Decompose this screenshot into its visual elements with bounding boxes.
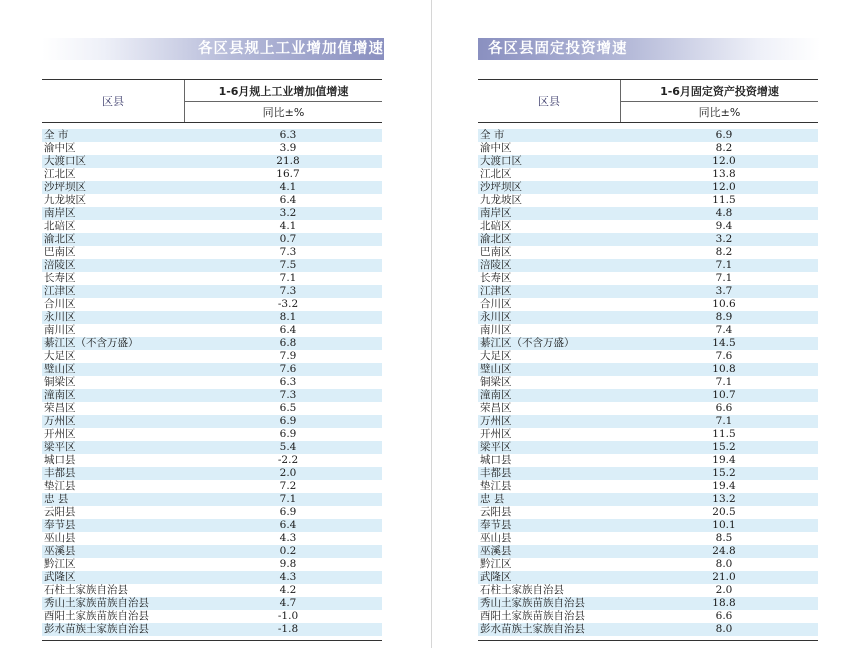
table-row: [42, 454, 382, 467]
region-name: 巫溪县: [480, 545, 512, 557]
region-name: 石柱土家族自治县: [44, 584, 128, 596]
region-name: 潼南区: [480, 389, 512, 401]
region-name: 大足区: [480, 350, 512, 362]
table-row: [42, 571, 382, 584]
region-name: 九龙坡区: [480, 194, 522, 206]
region-name: 秀山土家族苗族自治县: [480, 597, 585, 609]
growth-value: 8.5: [715, 532, 733, 544]
region-name: 江津区: [480, 285, 512, 297]
table-row: [478, 259, 818, 272]
header-region: 区县: [478, 80, 621, 122]
region-name: 巴南区: [44, 246, 76, 258]
region-name: 武隆区: [44, 571, 76, 583]
growth-value: 3.9: [279, 142, 297, 154]
table-row: [42, 298, 382, 311]
growth-value: 6.6: [715, 402, 733, 414]
growth-value: 3.7: [715, 285, 733, 297]
table-row: [478, 506, 818, 519]
region-name: 江津区: [44, 285, 76, 297]
table-row: [478, 584, 818, 597]
growth-value: 12.0: [712, 181, 736, 193]
growth-value: 19.4: [712, 454, 736, 466]
growth-value: 16.7: [276, 168, 300, 180]
region-name: 丰都县: [480, 467, 512, 479]
table-row: [42, 415, 382, 428]
growth-value: 6.9: [279, 506, 297, 518]
growth-value: 2.0: [715, 584, 733, 596]
region-name: 垫江县: [480, 480, 512, 492]
growth-value: 4.3: [279, 532, 297, 544]
growth-value: 6.9: [279, 428, 297, 440]
region-name: 大足区: [44, 350, 76, 362]
growth-value: 13.8: [712, 168, 736, 180]
region-name: 綦江区（不含万盛）: [480, 337, 575, 349]
growth-value: 7.1: [715, 272, 733, 284]
region-name: 綦江区（不含万盛）: [44, 337, 139, 349]
region-name: 潼南区: [44, 389, 76, 401]
region-name: 石柱土家族自治县: [480, 584, 564, 596]
growth-value: 7.1: [715, 415, 733, 427]
table-body: [478, 129, 818, 636]
table-row: [42, 259, 382, 272]
growth-value: 8.9: [715, 311, 733, 323]
region-name: 荣昌区: [480, 402, 512, 414]
table-row: [478, 467, 818, 480]
table-row: [478, 493, 818, 506]
region-name: 沙坪坝区: [44, 181, 86, 193]
table-row: [478, 142, 818, 155]
region-name: 涪陵区: [480, 259, 512, 271]
region-name: 酉阳土家族苗族自治县: [44, 610, 149, 622]
region-name: 长寿区: [480, 272, 512, 284]
growth-value: 8.2: [715, 246, 733, 258]
table-row: [42, 480, 382, 493]
region-name: 南岸区: [44, 207, 76, 219]
table-row: [478, 454, 818, 467]
region-name: 巴南区: [480, 246, 512, 258]
table-row: [478, 545, 818, 558]
region-name: 彭水苗族土家族自治县: [480, 623, 585, 635]
table-row: [42, 272, 382, 285]
region-name: 铜梁区: [480, 376, 512, 388]
region-name: 万州区: [44, 415, 76, 427]
region-name: 梁平区: [480, 441, 512, 453]
growth-value: 4.1: [279, 181, 297, 193]
growth-value: 11.5: [712, 428, 736, 440]
growth-value: 7.6: [279, 363, 297, 375]
table-row: [42, 545, 382, 558]
growth-value: 4.7: [279, 597, 297, 609]
table-row: [42, 233, 382, 246]
growth-value: 19.4: [712, 480, 736, 492]
region-name: 铜梁区: [44, 376, 76, 388]
table-row: [478, 363, 818, 376]
growth-value: 7.4: [715, 324, 733, 336]
region-name: 渝中区: [480, 142, 512, 154]
table-row: [478, 428, 818, 441]
region-name: 永川区: [44, 311, 76, 323]
region-name: 南川区: [44, 324, 76, 336]
region-name: 开州区: [44, 428, 76, 440]
panel-title-banner: [478, 38, 820, 60]
panel-title: 各区县固定投资增速: [488, 41, 628, 57]
growth-value: 7.9: [279, 350, 297, 362]
growth-value: 13.2: [712, 493, 736, 505]
table-row: [42, 597, 382, 610]
growth-value: 6.3: [279, 376, 297, 388]
growth-value: 2.0: [279, 467, 297, 479]
growth-value: -3.2: [277, 298, 299, 310]
region-name: 奉节县: [44, 519, 76, 531]
growth-value: 0.2: [279, 545, 297, 557]
region-name: 荣昌区: [44, 402, 76, 414]
table-row: [42, 532, 382, 545]
header-region: 区县: [42, 80, 185, 122]
region-name: 璧山区: [44, 363, 76, 375]
table-row: [42, 623, 382, 636]
table-row: [478, 350, 818, 363]
growth-value: 10.1: [712, 519, 736, 531]
growth-value: 6.9: [279, 415, 297, 427]
growth-value: 6.4: [279, 194, 297, 206]
region-name: 永川区: [480, 311, 512, 323]
region-name: 忠 县: [44, 493, 69, 505]
region-name: 北碚区: [44, 220, 76, 232]
table-row: [42, 168, 382, 181]
growth-value: 8.0: [715, 623, 733, 635]
table-row: [42, 389, 382, 402]
region-name: 云阳县: [44, 506, 76, 518]
table-row: [42, 584, 382, 597]
growth-value: 18.8: [712, 597, 736, 609]
table-row: [42, 129, 382, 142]
growth-value: 10.8: [712, 363, 736, 375]
region-name: 垫江县: [44, 480, 76, 492]
region-name: 巫山县: [44, 532, 76, 544]
table-row: [478, 207, 818, 220]
table-row: [42, 324, 382, 337]
table-row: [478, 571, 818, 584]
table-row: [42, 376, 382, 389]
table-header: [42, 79, 382, 123]
table-row: [478, 415, 818, 428]
region-name: 武隆区: [480, 571, 512, 583]
region-name: 奉节县: [480, 519, 512, 531]
growth-value: 7.3: [279, 285, 297, 297]
table-header: [478, 79, 818, 123]
table-row: [478, 324, 818, 337]
header-unit: 同比±%: [262, 106, 305, 119]
table-row: [478, 285, 818, 298]
table-row: [478, 532, 818, 545]
growth-value: 6.4: [279, 324, 297, 336]
region-name: 全 市: [44, 129, 69, 141]
growth-value: 8.1: [279, 311, 297, 323]
table-row: [478, 337, 818, 350]
growth-value: 6.5: [279, 402, 297, 414]
region-name: 丰都县: [44, 467, 76, 479]
growth-value: 7.3: [279, 389, 297, 401]
region-name: 江北区: [44, 168, 76, 180]
table-row: [42, 441, 382, 454]
region-name: 巫山县: [480, 532, 512, 544]
growth-value: 6.8: [279, 337, 297, 349]
growth-value: 4.2: [279, 584, 297, 596]
region-name: 秀山土家族苗族自治县: [44, 597, 149, 609]
growth-value: 8.0: [715, 558, 733, 570]
region-name: 南岸区: [480, 207, 512, 219]
table-row: [42, 402, 382, 415]
growth-value: 7.2: [279, 480, 297, 492]
region-name: 彭水苗族土家族自治县: [44, 623, 149, 635]
table-row: [478, 480, 818, 493]
table-row: [42, 311, 382, 324]
growth-value: 6.6: [715, 610, 733, 622]
region-name: 璧山区: [480, 363, 512, 375]
growth-value: 15.2: [712, 467, 736, 479]
growth-value: 6.9: [715, 129, 733, 141]
region-name: 渝中区: [44, 142, 76, 154]
region-name: 江北区: [480, 168, 512, 180]
table-row: [478, 441, 818, 454]
table-row: [478, 233, 818, 246]
region-name: 长寿区: [44, 272, 76, 284]
growth-value: 7.1: [715, 376, 733, 388]
table-row: [42, 246, 382, 259]
growth-value: 21.0: [712, 571, 736, 583]
table-row: [478, 376, 818, 389]
table-bottom-rule: [42, 640, 382, 641]
table-row: [478, 194, 818, 207]
table-row: [478, 519, 818, 532]
region-name: 沙坪坝区: [480, 181, 522, 193]
region-name: 忠 县: [480, 493, 505, 505]
table-row: [478, 597, 818, 610]
table-row: [478, 623, 818, 636]
panel-title: 各区县规上工业增加值增速: [198, 41, 384, 57]
table-row: [42, 519, 382, 532]
region-name: 梁平区: [44, 441, 76, 453]
growth-value: 12.0: [712, 155, 736, 167]
growth-value: 11.5: [712, 194, 736, 206]
region-name: 全 市: [480, 129, 505, 141]
growth-value: 7.1: [279, 272, 297, 284]
region-name: 大渡口区: [480, 155, 522, 167]
region-name: 九龙坡区: [44, 194, 86, 206]
growth-value: 21.8: [276, 155, 300, 167]
table-row: [478, 272, 818, 285]
region-name: 黔江区: [480, 558, 512, 570]
growth-value: 15.2: [712, 441, 736, 453]
growth-value: 4.1: [279, 220, 297, 232]
growth-value: 8.2: [715, 142, 733, 154]
header-metric: 1-6月固定资产投资增速: [621, 80, 818, 102]
table-row: [478, 168, 818, 181]
table-row: [478, 181, 818, 194]
region-name: 城口县: [44, 454, 76, 466]
table-row: [478, 129, 818, 142]
region-name: 涪陵区: [44, 259, 76, 271]
table-row: [478, 610, 818, 623]
table-row: [42, 220, 382, 233]
table-row: [42, 181, 382, 194]
table-row: [42, 207, 382, 220]
growth-value: 10.7: [712, 389, 736, 401]
table-row: [42, 493, 382, 506]
growth-value: 9.8: [279, 558, 297, 570]
table-row: [42, 155, 382, 168]
table-row: [42, 506, 382, 519]
panel-title-banner: [42, 38, 384, 60]
growth-value: 7.3: [279, 246, 297, 258]
table-row: [478, 311, 818, 324]
table-row: [42, 194, 382, 207]
table-row: [42, 350, 382, 363]
growth-value: 0.7: [279, 233, 297, 245]
growth-value: -1.0: [277, 610, 299, 622]
growth-value: 4.8: [715, 207, 733, 219]
growth-value: 4.3: [279, 571, 297, 583]
region-name: 万州区: [480, 415, 512, 427]
table-row: [42, 363, 382, 376]
table-row: [42, 337, 382, 350]
page-spine: [431, 0, 432, 648]
table-row: [478, 558, 818, 571]
growth-value: -2.2: [277, 454, 299, 466]
growth-value: 3.2: [279, 207, 297, 219]
region-name: 合川区: [44, 298, 76, 310]
header-unit: 同比±%: [698, 106, 741, 119]
region-name: 黔江区: [44, 558, 76, 570]
growth-value: 20.5: [712, 506, 736, 518]
table-row: [478, 389, 818, 402]
region-name: 南川区: [480, 324, 512, 336]
table-row: [42, 610, 382, 623]
table-row: [478, 402, 818, 415]
growth-value: 6.3: [279, 129, 297, 141]
growth-value: 3.2: [715, 233, 733, 245]
growth-value: 14.5: [712, 337, 736, 349]
region-name: 渝北区: [480, 233, 512, 245]
table-row: [42, 285, 382, 298]
region-name: 城口县: [480, 454, 512, 466]
growth-value: 7.6: [715, 350, 733, 362]
growth-value: 9.4: [715, 220, 733, 232]
growth-value: 7.5: [279, 259, 297, 271]
table-row: [42, 428, 382, 441]
growth-value: 24.8: [712, 545, 736, 557]
table-bottom-rule: [478, 640, 818, 641]
growth-value: 7.1: [279, 493, 297, 505]
table-row: [478, 155, 818, 168]
region-name: 北碚区: [480, 220, 512, 232]
table-row: [42, 558, 382, 571]
table-row: [42, 467, 382, 480]
region-name: 合川区: [480, 298, 512, 310]
table-row: [478, 220, 818, 233]
table-body: [42, 129, 382, 636]
region-name: 大渡口区: [44, 155, 86, 167]
region-name: 巫溪县: [44, 545, 76, 557]
growth-value: 6.4: [279, 519, 297, 531]
region-name: 酉阳土家族苗族自治县: [480, 610, 585, 622]
table-row: [42, 142, 382, 155]
region-name: 开州区: [480, 428, 512, 440]
growth-value: 10.6: [712, 298, 736, 310]
growth-value: 5.4: [279, 441, 297, 453]
header-metric: 1-6月规上工业增加值增速: [185, 80, 382, 102]
table-row: [478, 298, 818, 311]
region-name: 云阳县: [480, 506, 512, 518]
growth-value: -1.8: [277, 623, 299, 635]
table-row: [478, 246, 818, 259]
region-name: 渝北区: [44, 233, 76, 245]
growth-value: 7.1: [715, 259, 733, 271]
